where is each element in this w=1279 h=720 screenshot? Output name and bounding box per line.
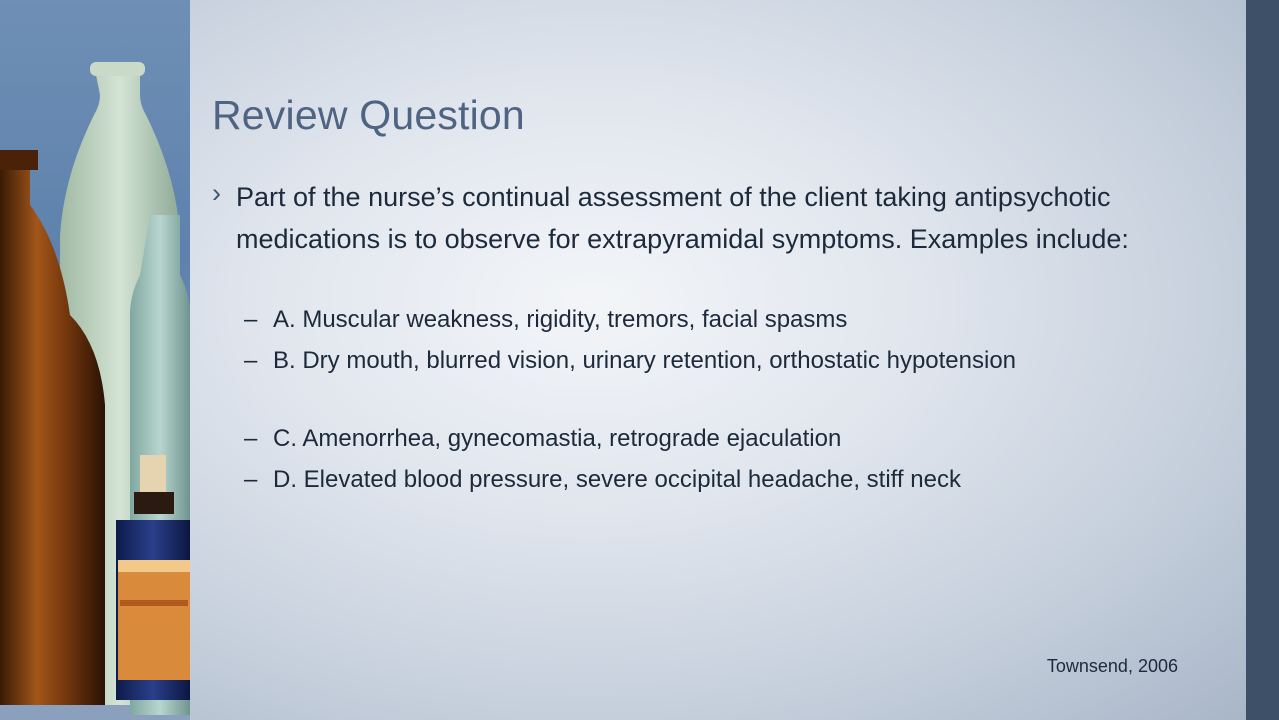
option-text: D. Elevated blood pressure, severe occipital headache, stiff neck [273, 466, 961, 493]
medicine-bottles-image [0, 0, 190, 720]
dash-icon: – [244, 347, 258, 374]
dash-icon: – [244, 425, 258, 452]
dash-icon: – [244, 466, 258, 493]
option-text: B. Dry mouth, blurred vision, urinary retention, orthostatic hypotension [273, 347, 1017, 374]
question-text: Part of the nurse’s continual assessment of the client taking antipsychotic medications is to observe for extrapyramidal symptoms. Examples include: [236, 182, 1129, 254]
dash-icon: – [244, 306, 258, 333]
slide-title: Review Question [212, 92, 525, 138]
option-text: C. Amenorrhea, gynecomastia, retrograde ejaculation [273, 425, 842, 452]
right-accent-bar [1246, 0, 1279, 720]
option-text: A. Muscular weakness, rigidity, tremors, facial spasms [273, 306, 848, 333]
citation: Townsend, 2006 [1046, 656, 1178, 676]
bullet-arrow-icon: › [212, 178, 221, 208]
